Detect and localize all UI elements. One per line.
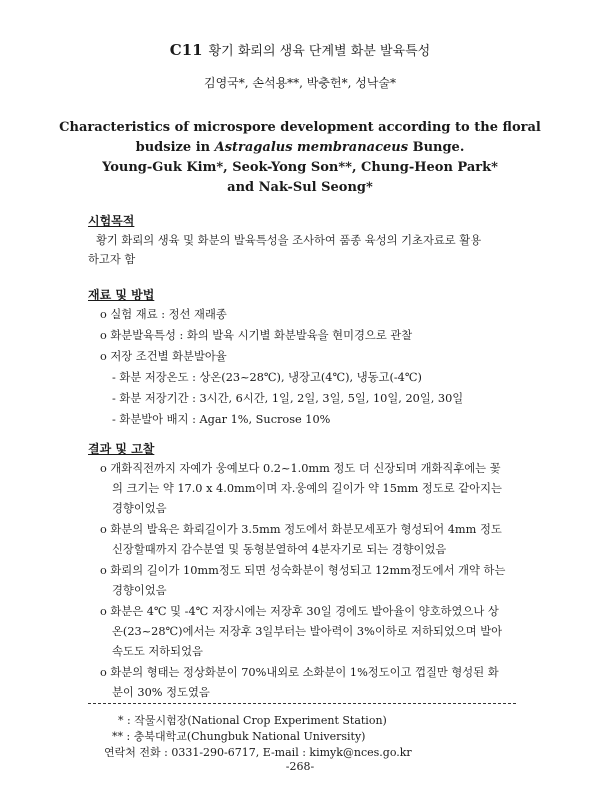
session-code: C11 [169,41,203,59]
section-heading-purpose: 시험목적 [88,214,135,228]
result3-line1: o 화뢰의 길이가 10mm정도 되면 성숙화분이 형성되고 12mm정도에서 개약 하는 [100,564,506,577]
footnote-divider [88,703,516,704]
result5-line1: o 화분의 형태는 정상화분이 70%내외로 소화분이 1%정도이고 껍질만 형성된 화 [100,666,499,679]
result2-line2: 신장할때까지 감수분열 및 동형분열하여 4분자기로 되는 경향이었음 [112,543,447,556]
methods-sub3: - 화분발아 배지 : Agar 1%, Sucrose 10% [112,413,331,426]
result1-line3: 경향이었음 [112,502,167,515]
result5-line2: 분이 30% 정도였음 [112,686,210,699]
contact-info: 연락처 전화 : 0331-290-6717, E-mail : kimyk@nces.go.kr [104,746,412,759]
footnote-2-mark: ** [112,730,123,743]
title-english-line1: Characteristics of microspore development according to the floral [59,120,541,135]
footnote-1-mark: * [118,714,124,727]
result1-line2: 의 크기는 약 17.0 x 4.0mm이며 자.웅예의 길이가 약 15mm 정도로 같아지는 [112,482,502,495]
methods-item2: o 화분발육특성 : 화의 발육 시기별 화분발육을 현미경으로 관찰 [100,329,413,342]
result1-line1: o 개화직전까지 자예가 웅예보다 0.2~1.0mm 정도 더 신장되며 개화직후에는 꽃 [100,462,501,475]
result2-line1: o 화분의 발육은 화뢰길이가 3.5mm 정도에서 화분모세포가 형성되어 4mm 정도 [100,523,502,536]
methods-sub1: - 화분 저장온도 : 상온(23~28℃), 냉장고(4℃), 냉동고(-4℃) [112,371,422,384]
title-english-line2 [0,140,600,155]
authors-english-line1: Young-Guk Kim*, Seok-Yong Son**, Chung-Heon Park* [102,160,498,175]
purpose-line2: 하고자 함 [88,253,136,266]
result4-line2: 온(23~28℃)에서는 저장후 3일부터는 발아력이 3%이하로 저하되었으며 발아 [112,625,503,638]
footnote-2 [112,728,365,744]
methods-item3: o 저장 조건별 화분발아율 [100,350,227,363]
title-english-suffix: Bunge. [412,140,465,155]
authors-english-line2: and Nak-Sul Seong* [227,180,373,195]
result3-line2: 경향이었음 [112,584,167,597]
authors-korean: 김영국*, 손석용**, 박충헌*, 성낙술* [204,76,396,90]
footnote-2-text: : 충북대학교(Chungbuk National University) [126,730,366,743]
page-number: -268- [285,760,315,773]
title-english-prefix: budsize in [135,140,211,155]
footnote-1-text: : 작물시험장(National Crop Experiment Station) [127,714,387,727]
species-name: Astragalus membranaceus [214,140,409,155]
title-text: 황기 화뢰의 생육 단계별 화분 발육특성 [208,44,431,59]
section-heading-results: 결과 및 고찰 [88,442,155,456]
result4-line1: o 화분은 4℃ 및 -4℃ 저장시에는 저장후 30일 경에도 발아율이 양호하였으나 상 [100,605,499,618]
methods-sub2: - 화분 저장기간 : 3시간, 6시간, 1일, 2일, 3일, 5일, 10일, 20일, 30일 [112,392,464,405]
purpose-line1: 황기 화뢰의 생육 및 화분의 발육특성을 조사하여 품종 육성의 기초자료로 활용 [96,234,482,247]
methods-item1: o 실험 재료 : 정선 재래종 [100,308,227,321]
result4-line3: 속도도 저하되었음 [112,645,203,658]
paper-title-korean [0,40,600,59]
footnote-1 [118,712,387,728]
section-heading-methods: 재료 및 방법 [88,288,155,302]
